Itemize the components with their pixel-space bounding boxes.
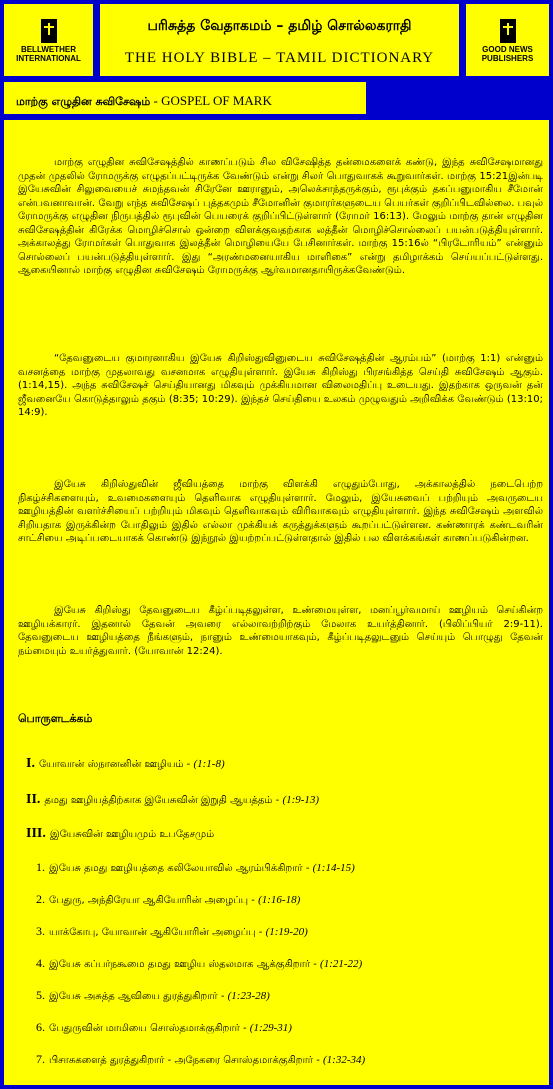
toc-text: யோவான் ஸ்நானனின் ஊழியம் [38,759,184,770]
toc-sep: - [217,991,228,1002]
toc-text: பேதுருவின் மாமியை சொஸ்தமாக்குகிறார் [49,1023,240,1034]
section-title-sep: - [150,93,162,108]
toc-subitem[interactable] [36,924,308,939]
toc-ref: (1:9-13) [282,794,320,806]
section-title-english: GOSPEL OF MARK [161,93,272,108]
section-title [4,82,366,110]
toc-ref: (1:29-31) [249,1022,292,1034]
toc-ref: (1:19-20) [265,926,308,938]
toc-subitem[interactable] [36,988,270,1003]
toc-text: இயேசு கப்பர்நகூமை தமது ஊழிய ஸ்தலமாக ஆக்குகிறார் [49,959,311,970]
toc-sep: - [248,895,259,906]
toc-text: இயேசுவின் ஊழியமும் உபதேசமும் [49,829,215,840]
bible-book-icon [497,17,519,45]
toc-text: இயேசு அசுத்த ஆவியை துரத்துகிறார் [49,991,218,1002]
toc-text: பேதுரு, அந்திரேயா ஆகியோரின் அழைப்பு [49,895,249,906]
toc-item[interactable] [26,792,319,808]
toc-sep: - [183,759,194,770]
title-english: THE HOLY BIBLE – TAMIL DICTIONARY [124,50,435,66]
toc-text: இயேசு தமது ஊழியத்தை கலிலேயாவில் ஆரம்பிக்கிறார் [49,863,303,874]
logo-line-1: GOOD NEWS [482,45,533,54]
toc-number: 4. [36,956,45,970]
section-title-tamil: மாற்கு எழுதின சுவிசேஷம் [16,95,151,108]
toc-number: II. [26,792,41,807]
toc-sep: - [310,959,321,970]
toc-text: தமது ஊழியத்திற்காக இயேசுவின் இறுதி ஆயத்தம் [44,795,273,806]
toc-sep: - [164,1055,175,1066]
toc-ref: (1:1-8) [193,758,225,770]
main-content [4,120,549,1085]
toc-subitem[interactable] [36,1052,365,1067]
toc-number: I. [26,756,35,771]
toc-item[interactable] [26,826,214,842]
toc-number: III. [26,826,46,841]
toc-sep: - [272,795,283,806]
logo-line-2: PUBLISHERS [481,54,534,63]
toc-number: 1. [36,860,45,874]
toc-subitem[interactable] [36,892,300,907]
toc-number: 2. [36,892,45,906]
toc-subitem[interactable] [36,1020,292,1035]
toc-sep: - [239,1023,250,1034]
toc-text: யாக்கோபு, யோவான் ஆகியோரின் அழைப்பு [49,927,256,938]
toc-sep: - [302,863,313,874]
toc-ref: (1:16-18) [258,894,301,906]
toc-item[interactable] [26,756,225,772]
toc-sep: - [255,927,266,938]
good-news-logo [466,4,549,76]
toc-ref: (1:14-15) [312,862,355,874]
header-title-box [100,4,459,76]
toc-text: பிசாசுகளைத் துரத்துகிறார் [49,1055,165,1066]
intro-paragraph-1: மாற்கு எழுதின சுவிசேஷத்தில் காணப்படும் சில விசேஷித்த தன்மைகளைக் கண்டு, இந்த சுவிசேஷமானது முதன் முதலில் ரோமருக்கு எழுதப்பட்டிருக்க வேண்டும் என்று சிலர் பொதுவாகக் கூறுவார்கள். மாற்கு 15:21இன்படி இயேசுவின் சிலுவையைச் சுமந்தவன் சிரேனே ஊரானும், அலெக்சாந்தருக்கும், ரூபுக்கும் தகப்பனுமாகிய சீமோன் என்பவனாவான். வேறு எந்த சுவிசேஷப் புத்தகமும் சீமோனின் குமாரர்களுடைய பெயர்கள் குறிப்பிடவில்லை. பவுல் ரோமருக்கு எழுதின நிருபத்தில் ரூபுவின் பெயரைக் குறிப்பிட்டுள்ளார் (ரோமர் 16:13). மேலும் மாற்கு தான் எழுதின சுவிசேஷத்தின் கிரேக்க மொழிச்சொல் ஒன்றை விளக்குவதற்காக லத்தீன் மொழிச்சொல்லைப் பயன்படுத்தியுள்ளார். அக்காலத்து ரோமர்கள் பொதுவாக இலத்தீன் மொழியையே பேசினார்கள். மாற்கு 15:16ல் “பிரடோரியம்” என்னும் சொல்லைப் பயன்படுத்தியுள்ளார். இது “அரண்மனையாகிய மாளிகை” என்று தமிழாக்கம் செய்யப்பட்டுள்ளது. ஆகையினால் மாற்கு எழுதின சுவிசேஷம் ரோமருக்கு ஆர்வமானதாயிருக்கவேண்டும். [18,157,543,276]
contents-title: பொருளடக்கம் [18,712,93,725]
toc-number: 7. [36,1052,45,1066]
bellwether-logo [4,4,93,76]
intro-paragraph-2: “தேவனுடைய குமாரனாகிய இயேசு கிறிஸ்துவினுடைய சுவிசேஷத்தின் ஆரம்பம்” (மாற்கு 1:1) என்னும் வசனத்தை மாற்கு முதலாவது வசனமாக எழுதியுள்ளார். இயேசு கிறிஸ்து பிரசங்கித்த செய்தி சுவிசேஷம் ஆகும். (1:14,15). அந்த சுவிசேஷச் செய்தியானது மிகவும் முக்கியமான விலைமதிப்பு உடையது. இதற்காக ஒருவன் தன் ஜீவனையே கொடுத்தாலும் தகும் (8:35; 10:29). இந்தச் செய்தியை உலகம் முழுவதும் அறிவிக்க வேண்டும் (13:10; 14:9). [18,353,543,418]
intro-paragraph-4: இயேசு கிறிஸ்து தேவனுடைய கீழ்ப்படிதலுள்ள, உண்மையுள்ள, மனப்பூர்வமாய் ஊழியம் செய்கின்ற ஊழியக்காரர். இதனால் தேவன் அவரை எல்லாவற்றிற்கும் மேலாக உயர்த்தினார். (பிலிப்பியர் 2:9-11). தேவனுடைய ஊழியத்தை நீங்களும், நானும் உண்மையாகவும், கீழ்ப்படிதலுடனும் செய்யும் பொழுது தேவன் நம்மையும் உயர்த்துவார். (யோவான் 12:24). [18,605,543,657]
toc-subitem[interactable] [36,956,362,971]
toc-number: 6. [36,1020,45,1034]
title-tamil: பரிசுத்த வேதாகமம் – தமிழ் சொல்லகராதி [147,18,412,34]
toc-text: அநேகரை சொஸ்தமாக்குகிறார் [174,1055,314,1066]
toc-sep: - [313,1055,323,1066]
toc-ref: (1:21-22) [320,958,363,970]
toc-ref: (1:32-34) [323,1054,366,1066]
section-title-box [4,82,366,114]
intro-paragraph-3: இயேசு கிறிஸ்துவின் ஜீவியத்தை மாற்கு விளக்கி எழுதும்போது, அக்காலத்தில் நடைபெற்ற நிகழ்ச்சிகளையும், உவமைகளையும் தெளிவாக எழுதியுள்ளார். மேலும், இயேசுவைப் பற்றியும் அவருடைய ஊழியத்தின் வளர்ச்சியைப் பற்றியும் மிகவும் தெளிவாகவும் விரிவாகவும் எழுதியுள்ளார். இந்த சுவிசேஷம் அளவில் சிறியதாக இருக்கின்ற போதிலும் இதில் எல்லா முக்கியக் கருத்துக்களும் கூறப்பட்டுள்ளன. கண்ணாரக் கண்டவரின் சாட்சியை அடிப்படையாகக் கொண்டு இந்நூல் இயற்றப்பட்டுள்ளதால் இதில் பல விளக்கங்கள் காணப்படுகின்றன. [18,479,543,544]
logo-line-1: BELLWETHER [20,45,77,54]
logo-line-2: INTERNATIONAL [16,54,81,63]
toc-subitem[interactable] [36,860,355,875]
toc-ref: (1:23-28) [227,990,270,1002]
section-title-spacer [366,82,553,118]
toc-number: 5. [36,988,45,1002]
toc-number: 3. [36,924,45,938]
bible-book-icon [38,17,60,45]
